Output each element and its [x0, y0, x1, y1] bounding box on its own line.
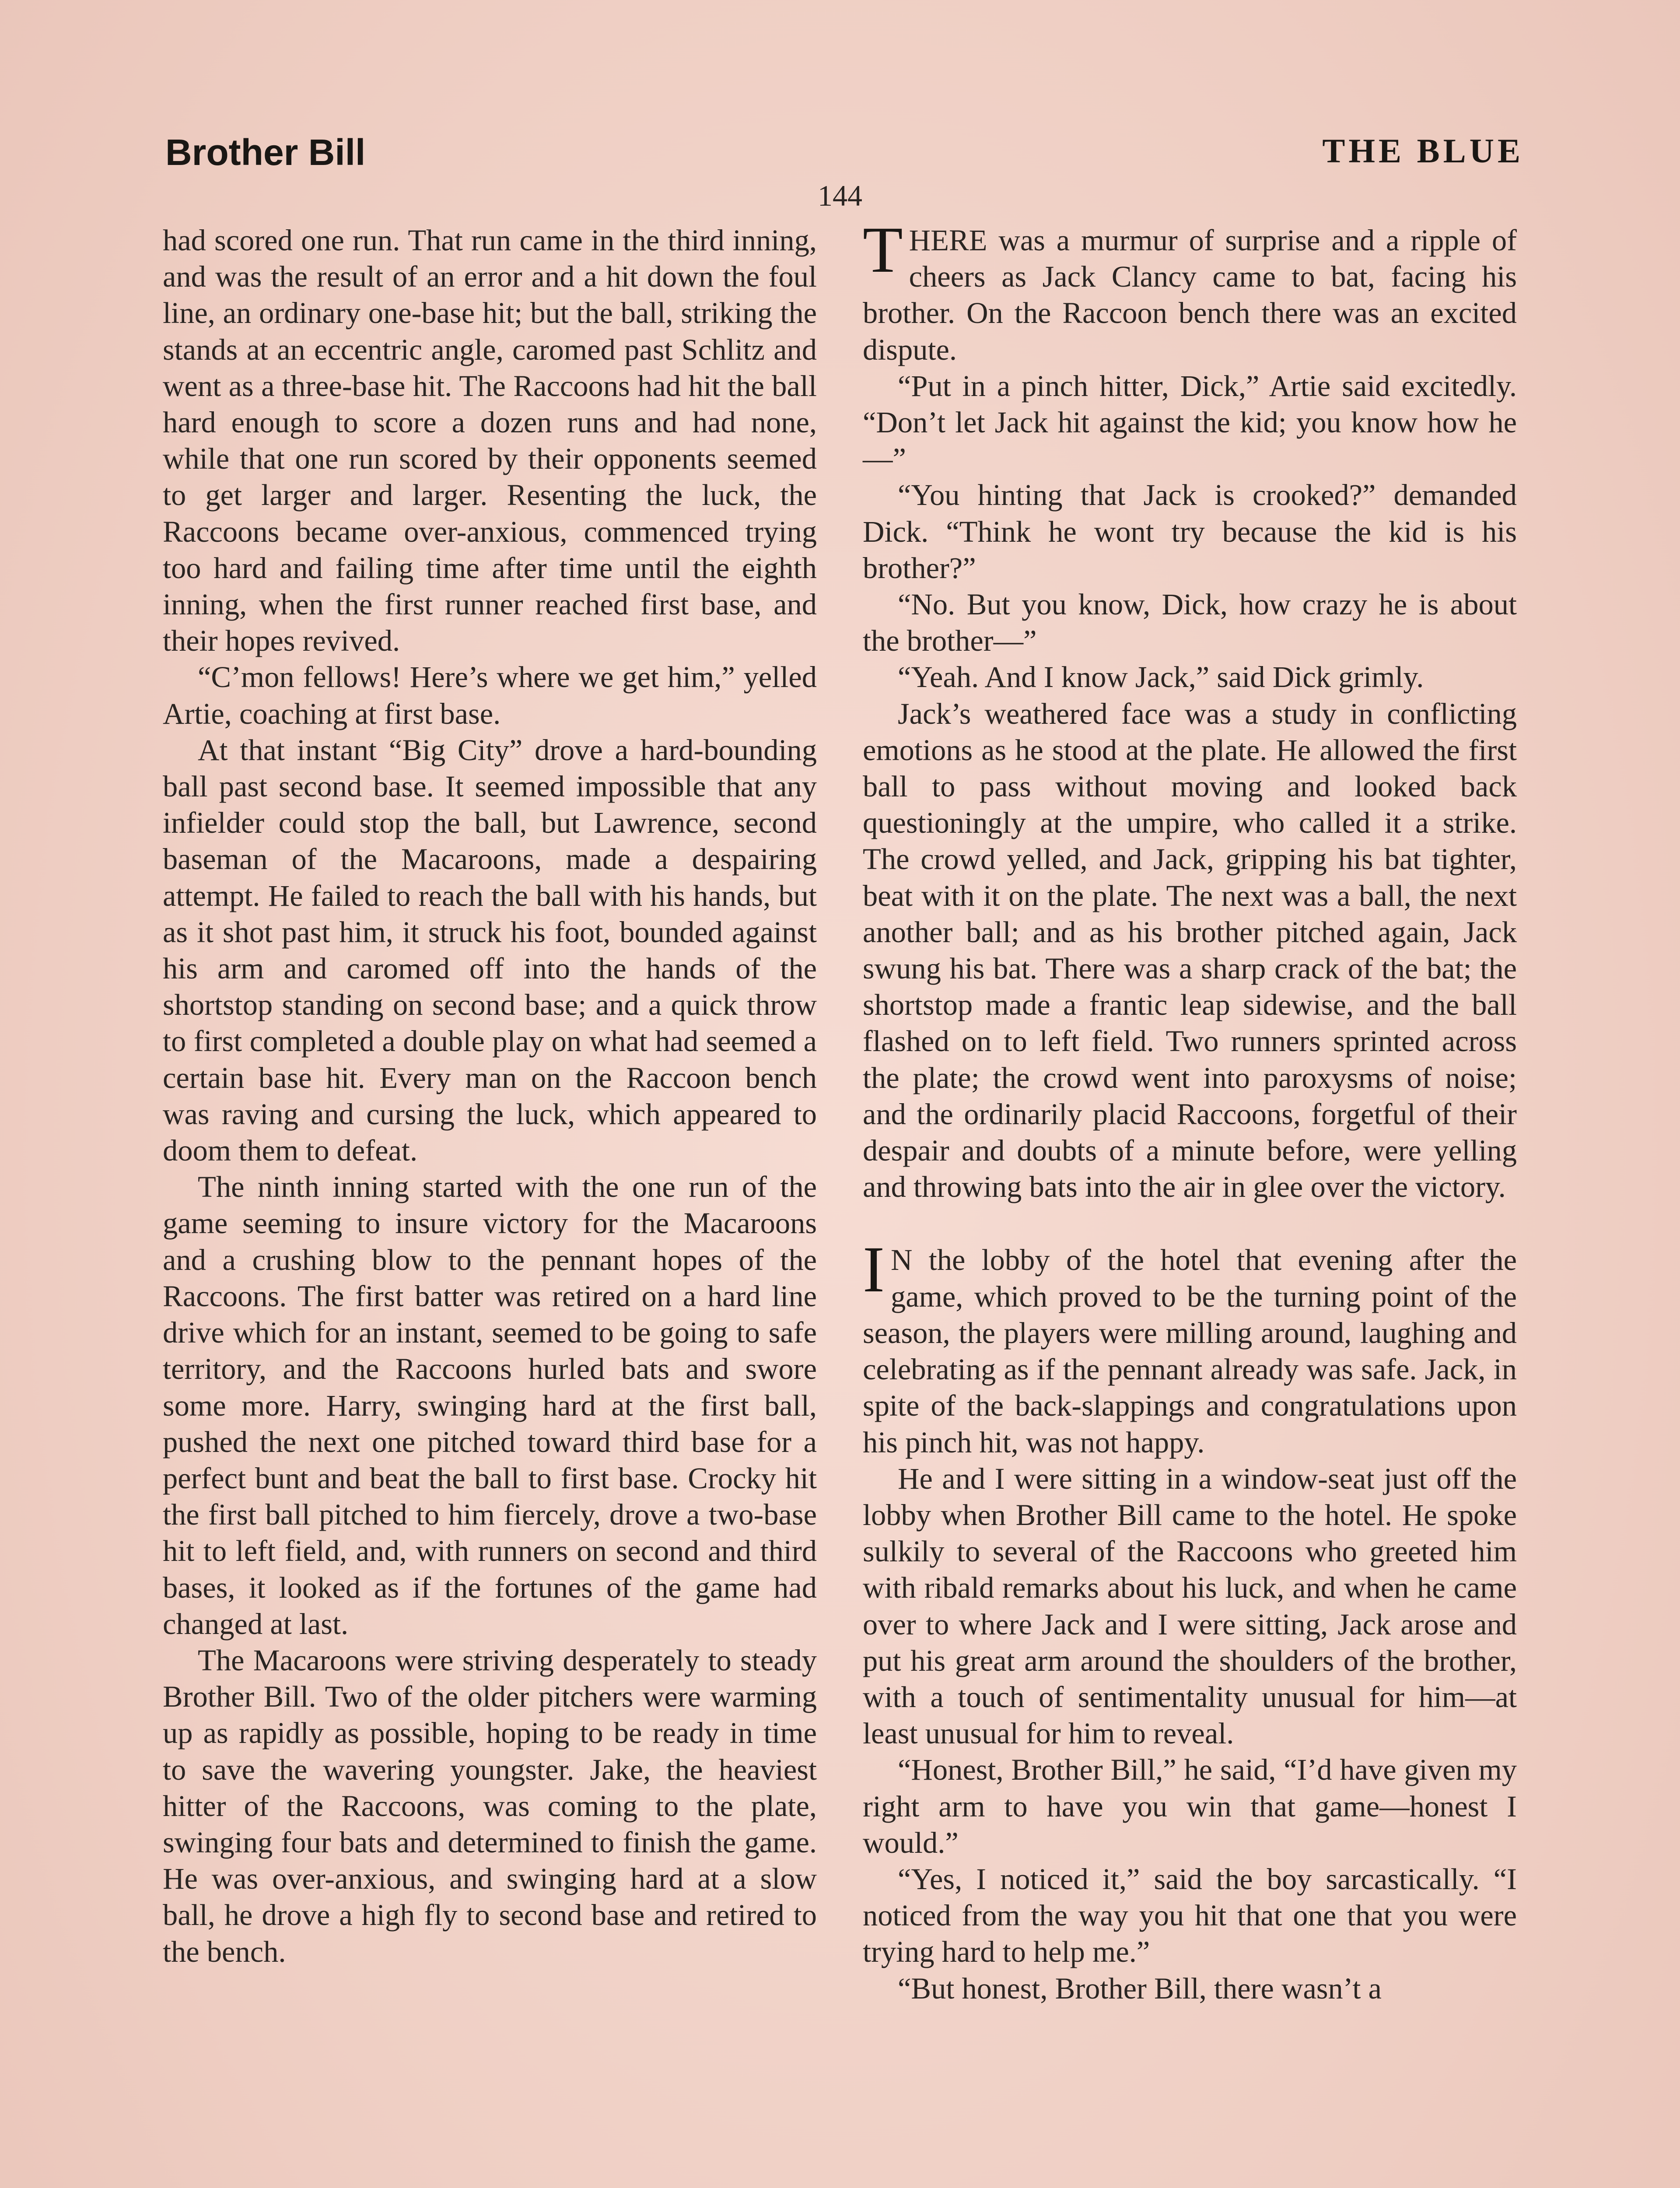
paragraph: “Put in a pinch hitter, Dick,” Artie said excitedly. “Don’t let Jack hit against the kid; you know how he—” — [863, 369, 1517, 476]
story-title: Brother Bill — [165, 132, 366, 173]
paragraph: “Yeah. And I know Jack,” said Dick grimly. — [898, 660, 1424, 694]
drop-cap: I — [863, 1233, 885, 1306]
section-opening-paragraph — [863, 214, 1517, 368]
paragraph: “Honest, Brother Bill,” he said, “I’d have given my right arm to have you win that game—honest I would.” — [863, 1753, 1517, 1859]
paragraph: “No. But you know, Dick, how crazy he is about the brother—” — [863, 588, 1517, 658]
magazine-title: THE BLUE — [1322, 132, 1524, 170]
paragraph: “Yes, I noticed it,” said the boy sarcastically. “I noticed from the way you hit that one that you were trying hard to help me.” — [863, 1862, 1517, 1969]
drop-cap: T — [863, 214, 903, 286]
page-number: 144 — [818, 179, 862, 212]
paragraph: The ninth inning started with the one run of the game seeming to insure victory for the Macaroons and a crushing blow to the pennant hopes of the Raccoons. The first batter was retired on a hard line drive which for an instant, seemed to be going to safe territory, and the Raccoons hurled bats and swore some more. Harry, swinging hard at the first ball, pushed the next one pitched toward third base for a perfect bunt and beat the ball to first base. Crocky hit the first ball pitched to him fiercely, drove a two-base hit to left field, and, with runners on second and third bases, it looked as if the fortunes of the game had changed at last. — [163, 1170, 817, 1641]
paragraph: Jack’s weathered face was a study in conflicting emotions as he stood at the plate. He allowed the first ball to pass without moving and looked back questioningly at the umpire, who called it a strike. The crowd yelled, and Jack, gripping his bat tighter, beat with it on the plate. The next was a ball, the next another ball; and as his brother pitched again, Jack swung his bat. There was a sharp crack of the bat; the shortstop made a frantic leap sidewise, and the ball flashed on to left field. Two runners sprinted across the plate; the crowd went into paroxysms of noise; and the ordinarily placid Raccoons, forgetful of their despair and doubts of a minute before, were yelling and throwing bats into the air in glee over the victory. — [863, 697, 1517, 1204]
right-column — [863, 214, 1517, 2007]
paragraph: had scored one run. That run came in the third inning, and was the result of an error and a hit down the foul line, an ordinary one-base hit; but the ball, striking the stands at an eccentric angle, caromed past Schlitz and went as a three-base hit. The Raccoons had hit the ball hard enough to score a dozen runs and had none, while that one run scored by their opponents seemed to get larger and larger. Resenting the luck, the Raccoons became over-anxious, commenced trying too hard and failing time after time until the eighth inning, when the first runner reached first base, and their hopes revived. — [163, 224, 817, 658]
paragraph-text: HERE was a murmur of surprise and a ripple of cheers as Jack Clancy came to bat, facing his brother. On the Raccoon bench there was an excited dispute. — [863, 224, 1517, 366]
paragraph: At that instant “Big City” drove a hard-bounding ball past second base. It seemed impossible that any infielder could stop the ball, but Lawrence, second baseman of the Macaroons, made a despairing attempt. He failed to reach the ball with his hands, but as it shot past him, it struck his foot, bounded against his arm and caromed off into the hands of the shortstop standing on second base; and a quick throw to first completed a double play on what had seemed a certain base hit. Every man on the Raccoon bench was raving and cursing the luck, which appeared to doom them to defeat. — [163, 733, 817, 1168]
paragraph: “You hinting that Jack is crooked?” demanded Dick. “Think he wont try because the kid is his brother?” — [863, 478, 1517, 585]
left-column — [163, 222, 817, 1970]
paragraph: “C’mon fellows! Here’s where we get him,” yelled Artie, coaching at first base. — [163, 660, 817, 730]
section-opening-paragraph — [863, 1233, 1517, 1460]
paragraph: He and I were sitting in a window-seat just off the lobby when Brother Bill came to the hotel. He spoke sulkily to several of the Raccoons who greeted him with ribald remarks about his luck, and when he came over to where Jack and I were sitting, Jack arose and put his great arm around the shoulders of the brother, with a touch of sentimentality unusual for him—at least unusual for him to reveal. — [863, 1462, 1517, 1750]
paragraph: The Macaroons were striving desperately to steady Brother Bill. Two of the older pitchers were warming up as rapidly as possible, hoping to be ready in time to save the wavering youngster. Jake, the heaviest hitter of the Raccoons, was coming to the plate, swinging four bats and determined to finish the game. He was over-anxious, and swinging hard at a slow ball, he drove a high fly to second base and retired to the bench. — [163, 1643, 817, 1968]
paragraph-text: N the lobby of the hotel that evening after the game, which proved to be the turning point of the season, the players were milling around, laughing and celebrating as if the pennant already was safe. Jack, in spite of the back-slappings and congratulations upon his pinch hit, was not happy. — [863, 1243, 1517, 1459]
paragraph: “But honest, Brother Bill, there wasn’t a — [898, 1971, 1382, 2005]
